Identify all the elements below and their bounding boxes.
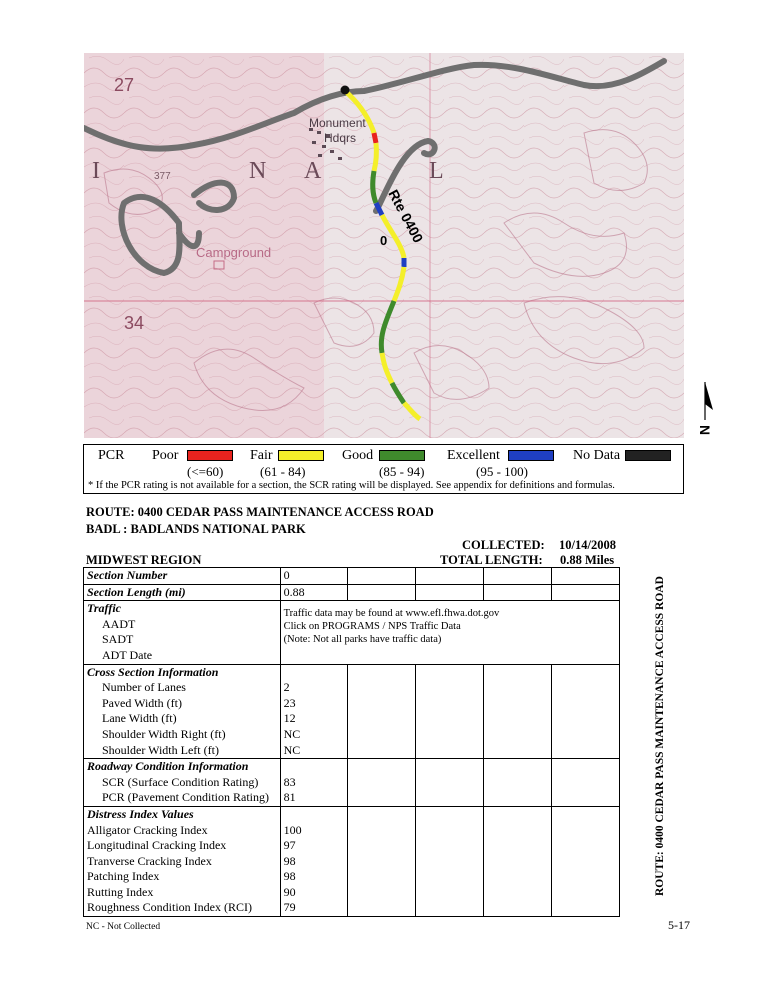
legend-good-label: Good — [342, 448, 374, 463]
traffic-note-line-2: Click on PROGRAMS / NPS Traffic Data — [283, 621, 461, 633]
legend-excellent-range: (95 - 100) — [476, 464, 528, 479]
map-milepost-label: 0 — [380, 233, 388, 248]
legend-fair-label: Fair — [250, 448, 273, 463]
longitudinal-label: Longitudinal Cracking Index — [84, 838, 281, 854]
legend-poor-label: Poor — [152, 448, 179, 463]
section-number-label: Section Number — [84, 568, 281, 585]
roadway-condition-label: Roadway Condition Information — [84, 759, 281, 775]
total-length-value: 0.88 Miles — [560, 553, 615, 567]
paved-width-label: Paved Width (ft) — [84, 696, 281, 712]
page-number: 5-17 — [668, 918, 690, 932]
pcr-legend — [83, 444, 684, 494]
legend-fair-swatch — [278, 450, 324, 461]
rci-value: 79 — [280, 900, 348, 916]
lanes-value: 2 — [280, 680, 348, 696]
legend-poor-swatch — [187, 450, 233, 461]
section-length-label: Section Length (mi) — [84, 584, 281, 601]
collected-label: COLLECTED: — [462, 538, 545, 552]
alligator-value: 100 — [280, 823, 348, 839]
map-letter-l: L — [429, 158, 444, 184]
cross-section-label: Cross Section Information — [84, 664, 281, 680]
legend-excellent-swatch — [508, 450, 554, 461]
map-label-section-34: 34 — [124, 313, 145, 333]
paved-width-value: 23 — [280, 696, 348, 712]
table-row — [84, 568, 620, 585]
map-letter-i: I — [92, 158, 100, 184]
shoulder-left-label: Shoulder Width Left (ft) — [84, 743, 281, 759]
north-label: N — [697, 424, 713, 436]
lane-width-label: Lane Width (ft) — [84, 711, 281, 727]
patching-value: 98 — [280, 869, 348, 885]
route-map — [84, 53, 684, 438]
distress-index-label: Distress Index Values — [84, 806, 281, 822]
legend-nodata-label: No Data — [573, 448, 621, 463]
map-letter-n: N — [249, 158, 267, 184]
table-row — [84, 584, 620, 601]
scr-label: SCR (Surface Condition Rating) — [84, 775, 281, 791]
total-length-label: TOTAL LENGTH: — [440, 553, 543, 567]
park-name: BADL : BADLANDS NATIONAL PARK — [86, 522, 306, 536]
shoulder-right-value: NC — [280, 727, 348, 743]
table-row — [84, 806, 620, 822]
region-name: MIDWEST REGION — [86, 553, 202, 567]
patching-label: Patching Index — [84, 869, 281, 885]
map-route-label: Rte 0400 — [385, 186, 427, 246]
transverse-value: 98 — [280, 854, 348, 870]
route-title: ROUTE: 0400 CEDAR PASS MAINTENANCE ACCESS ROAD — [86, 505, 434, 519]
aadt-label: AADT — [84, 617, 281, 633]
lanes-label: Number of Lanes — [84, 680, 281, 696]
section-length-value: 0.88 — [280, 584, 348, 601]
side-route-title: ROUTE: 0400 CEDAR PASS MAINTENANCE ACCESS ROAD — [654, 576, 666, 896]
rutting-label: Rutting Index — [84, 885, 281, 901]
legend-fair-range: (61 - 84) — [260, 464, 306, 479]
map-label-section-27: 27 — [114, 75, 135, 95]
scr-value: 83 — [280, 775, 348, 791]
traffic-note-line-3: (Note: Not all parks have traffic data) — [283, 634, 442, 646]
map-label-road-number: 377 — [154, 171, 171, 182]
lane-width-value: 12 — [280, 711, 348, 727]
sadt-label: SADT — [84, 632, 281, 648]
table-row — [84, 664, 620, 680]
map-label-hdqrs: Hdqrs — [324, 131, 357, 145]
north-arrow — [695, 380, 717, 442]
alligator-label: Alligator Cracking Index — [84, 823, 281, 839]
legend-nodata-swatch — [625, 450, 671, 461]
pcr-value: 81 — [280, 790, 348, 806]
shoulder-right-label: Shoulder Width Right (ft) — [84, 727, 281, 743]
legend-good-swatch — [379, 450, 425, 461]
longitudinal-value: 97 — [280, 838, 348, 854]
footnote: NC - Not Collected — [86, 922, 161, 932]
rci-label: Roughness Condition Index (RCI) — [84, 900, 281, 916]
traffic-label: Traffic — [84, 601, 281, 617]
traffic-note-line-1: Traffic data may be found at www.efl.fhwa.dot.gov — [283, 608, 500, 620]
table-row — [84, 601, 620, 617]
rutting-value: 90 — [280, 885, 348, 901]
map-label-campground: Campground — [196, 245, 272, 260]
map-label-monument: Monument — [309, 116, 366, 130]
legend-poor-range: (<=60) — [187, 464, 224, 479]
collected-date: 10/14/2008 — [559, 538, 616, 552]
legend-pcr-label: PCR — [98, 448, 125, 463]
map-letter-a: A — [304, 158, 322, 184]
legend-good-range: (85 - 94) — [379, 464, 425, 479]
adt-date-label: ADT Date — [84, 648, 281, 664]
traffic-note — [280, 601, 619, 664]
table-row — [84, 759, 620, 775]
shoulder-left-value: NC — [280, 743, 348, 759]
legend-excellent-label: Excellent — [447, 448, 500, 463]
condition-table — [83, 567, 620, 917]
north-arrow-icon — [705, 382, 713, 410]
pcr-label: PCR (Pavement Condition Rating) — [84, 790, 281, 806]
section-number-value: 0 — [280, 568, 348, 585]
map-graphic — [84, 53, 684, 438]
transverse-label: Tranverse Cracking Index — [84, 854, 281, 870]
legend-footnote: * If the PCR rating is not available for a section, the SCR rating will be displayed. See appendix for definitions and formulas. — [88, 480, 615, 491]
